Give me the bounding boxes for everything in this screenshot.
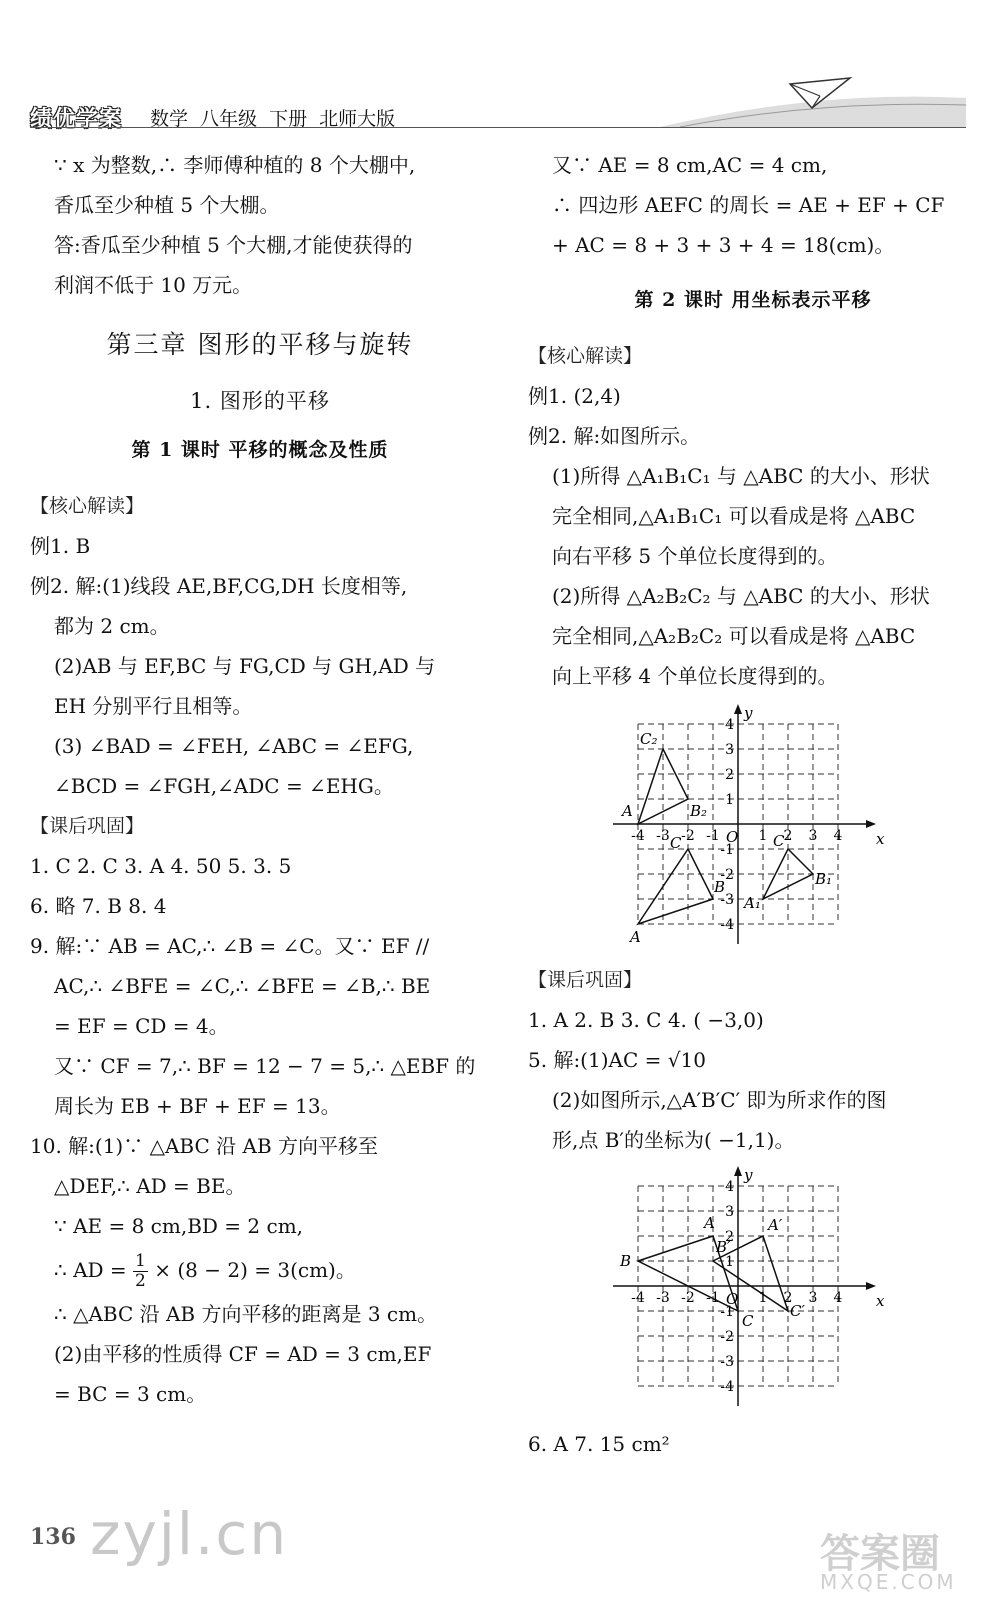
fraction bbox=[133, 1252, 148, 1291]
section-tag-practice: 【课后巩固】 bbox=[528, 969, 643, 991]
y-tick-label: -3 bbox=[720, 1354, 734, 1370]
example-2-line: 向右平移 5 个单位长度得到的。 bbox=[552, 544, 838, 568]
q9-line: 又∵ CF = 7,∴ BF = 12 − 7 = 5,∴ △EBF 的 bbox=[54, 1054, 476, 1078]
point-label-C-graph2: C bbox=[742, 1312, 754, 1330]
y-tick-label: -2 bbox=[720, 1329, 734, 1345]
x-axis-arrow-icon bbox=[866, 1282, 876, 1290]
x-tick-label: 3 bbox=[808, 1290, 818, 1306]
fraction-denominator: 2 bbox=[135, 1271, 146, 1291]
y-tick-label: 4 bbox=[725, 717, 734, 733]
example-2-line: 向上平移 4 个单位长度得到的。 bbox=[552, 664, 838, 688]
example-2-line: 例2. 解:(1)线段 AE,BF,CG,DH 长度相等, bbox=[30, 574, 408, 598]
text-line: 利润不低于 10 万元。 bbox=[54, 273, 253, 297]
axis-y-label: y bbox=[744, 704, 753, 722]
x-axis-arrow-icon bbox=[866, 820, 876, 828]
q5-line: (2)如图所示,△A′B′C′ 即为所求作的图 bbox=[552, 1088, 887, 1112]
left-column bbox=[30, 145, 490, 1414]
book-subtitle: 数学 八年级 下册 北师大版 bbox=[150, 108, 396, 130]
text-line: + AC = 8 + 3 + 3 + 4 = 18(cm)。 bbox=[552, 233, 895, 257]
q10-line: ∵ AE = 8 cm,BD = 2 cm, bbox=[54, 1214, 304, 1238]
q10-line: (2)由平移的性质得 CF = AD = 3 cm,EF bbox=[54, 1342, 432, 1366]
point-label-Bp: B′ bbox=[716, 1238, 731, 1256]
example-2-line: (3) ∠BAD = ∠FEH, ∠ABC = ∠EFG, bbox=[54, 734, 414, 758]
y-tick-label: -4 bbox=[720, 917, 734, 933]
section-tag-core: 【核心解读】 bbox=[30, 495, 145, 517]
example-2-line: 完全相同,△A₂B₂C₂ 可以看成是将 △ABC bbox=[552, 624, 916, 648]
text-line: 又∵ AE = 8 cm,AC = 4 cm, bbox=[552, 153, 828, 177]
y-tick-label: -1 bbox=[720, 842, 734, 858]
x-tick-label: 2 bbox=[783, 828, 793, 844]
page-header bbox=[0, 0, 996, 140]
origin-label: O bbox=[726, 828, 739, 846]
q9-line: 周长为 EB + BF + EF = 13。 bbox=[54, 1094, 341, 1118]
q9-line: AC,∴ ∠BFE = ∠C,∴ ∠BFE = ∠B,∴ BE bbox=[54, 974, 431, 998]
x-tick-label: -4 bbox=[631, 828, 645, 844]
watermark-logo: 答案圈 bbox=[820, 1531, 940, 1577]
q9-line: = EF = CD = 4。 bbox=[54, 1014, 229, 1038]
text-line: ∵ x 为整数,∴ 李师傅种植的 8 个大棚中, bbox=[54, 153, 416, 177]
point-label-Ap: A′ bbox=[768, 1216, 783, 1234]
x-tick-label: 1 bbox=[758, 1290, 768, 1306]
point-label-B1: B₁ bbox=[815, 870, 833, 888]
lesson-title: 第 2 课时 用坐标表示平移 bbox=[634, 289, 872, 311]
answers-line: 6. 略 7. B 8. 4 bbox=[30, 894, 167, 918]
point-label-B: B bbox=[714, 878, 726, 896]
y-tick-label: 3 bbox=[725, 742, 734, 758]
y-tick-label: 3 bbox=[725, 1204, 734, 1220]
point-label-C1: C bbox=[773, 832, 785, 850]
q9-line: 9. 解:∵ AB = AC,∴ ∠B = ∠C。又∵ EF // bbox=[30, 934, 430, 958]
header-divider bbox=[30, 127, 966, 128]
origin-label: O bbox=[726, 1290, 739, 1308]
section-title: 1. 图形的平移 bbox=[190, 389, 330, 413]
q10-line: = BC = 3 cm。 bbox=[54, 1382, 207, 1406]
right-column bbox=[528, 145, 978, 1464]
point-label-A2: A bbox=[622, 802, 633, 820]
answers-line: 1. A 2. B 3. C 4. ( −3,0) bbox=[528, 1008, 764, 1032]
coordinate-graph-2 bbox=[608, 1166, 908, 1416]
point-label-B2: B₂ bbox=[690, 802, 708, 820]
text-line: ∴ 四边形 AEFC 的周长 = AE + EF + CF bbox=[552, 193, 945, 217]
point-label-C2: C₂ bbox=[640, 730, 658, 748]
answers-line: 6. A 7. 15 cm² bbox=[528, 1432, 670, 1456]
example-1: 例1. (2,4) bbox=[528, 384, 621, 408]
example-2-line: (1)所得 △A₁B₁C₁ 与 △ABC 的大小、形状 bbox=[552, 464, 930, 488]
y-tick-label: 2 bbox=[725, 767, 734, 783]
y-axis-arrow-icon bbox=[734, 704, 742, 714]
y-axis-arrow-icon bbox=[734, 1166, 742, 1176]
watermark-url: MXQE.COM bbox=[820, 1570, 957, 1594]
point-label-A-graph2: B bbox=[620, 1252, 632, 1270]
point-label-A1: A₁ bbox=[744, 894, 761, 912]
y-tick-label: 4 bbox=[725, 1179, 734, 1195]
example-1: 例1. B bbox=[30, 534, 91, 558]
q10-fraction-line bbox=[30, 1246, 490, 1294]
coordinate-graph-1 bbox=[608, 704, 908, 954]
y-tick-label: 2 bbox=[725, 1229, 734, 1245]
point-label-Cp: C′ bbox=[790, 1302, 805, 1320]
x-tick-label: 1 bbox=[758, 828, 768, 844]
x-tick-label: 4 bbox=[833, 828, 843, 844]
chapter-title: 第三章 图形的平移与旋转 bbox=[106, 330, 414, 359]
q10-line: 10. 解:(1)∵ △ABC 沿 AB 方向平移至 bbox=[30, 1134, 378, 1158]
point-label-A: A bbox=[630, 928, 641, 946]
x-tick-label: -4 bbox=[631, 1290, 645, 1306]
x-tick-label: 2 bbox=[783, 1290, 793, 1306]
example-2-line: 都为 2 cm。 bbox=[54, 614, 170, 638]
text-line: 答:香瓜至少种植 5 个大棚,才能使获得的 bbox=[54, 233, 413, 257]
q10-fraction-suffix: × (8 − 2) = 3(cm)。 bbox=[147, 1258, 356, 1282]
x-tick-label: -2 bbox=[681, 1290, 695, 1306]
x-tick-label: -1 bbox=[706, 828, 720, 844]
q10-line: △DEF,∴ AD = BE。 bbox=[54, 1174, 246, 1198]
page-number: 136 bbox=[30, 1524, 76, 1550]
fraction-numerator: 1 bbox=[135, 1251, 146, 1271]
point-label-C: C bbox=[670, 834, 682, 852]
example-2-line: 例2. 解:如图所示。 bbox=[528, 424, 701, 448]
example-2-line: ∠BCD = ∠FGH,∠ADC = ∠EHG。 bbox=[54, 774, 394, 798]
x-tick-label: -1 bbox=[706, 1290, 720, 1306]
q10-fraction-prefix: ∴ AD = bbox=[54, 1258, 134, 1282]
x-tick-label: -3 bbox=[656, 828, 670, 844]
answers-line: 1. C 2. C 3. A 4. 50 5. 3. 5 bbox=[30, 854, 292, 878]
x-tick-label: 4 bbox=[833, 1290, 843, 1306]
q5-line: 5. 解:(1)AC = √10 bbox=[528, 1048, 706, 1072]
y-tick-label: -3 bbox=[720, 892, 734, 908]
example-2-line: EH 分别平行且相等。 bbox=[54, 694, 253, 718]
section-tag-practice: 【课后巩固】 bbox=[30, 815, 145, 837]
x-tick-label: 3 bbox=[808, 828, 818, 844]
y-tick-label: 1 bbox=[725, 792, 734, 808]
y-tick-label: -2 bbox=[720, 867, 734, 883]
lesson-title: 第 1 课时 平移的概念及性质 bbox=[131, 439, 389, 461]
x-tick-label: -2 bbox=[681, 828, 695, 844]
y-tick-label: -4 bbox=[720, 1379, 734, 1395]
y-tick-label: 1 bbox=[725, 1254, 734, 1270]
q10-line: ∴ △ABC 沿 AB 方向平移的距离是 3 cm。 bbox=[54, 1302, 438, 1326]
q5-line: 形,点 B′的坐标为( −1,1)。 bbox=[552, 1128, 795, 1152]
point-label-B-graph2: A bbox=[704, 1214, 715, 1232]
triangle-ABC bbox=[638, 849, 713, 924]
example-2-line: (2)AB 与 EF,BC 与 FG,CD 与 GH,AD 与 bbox=[54, 654, 436, 678]
brand-logo: 绩优学案 bbox=[30, 107, 123, 132]
text-line: 香瓜至少种植 5 个大棚。 bbox=[54, 193, 280, 217]
axis-x-label: x bbox=[876, 1292, 885, 1310]
watermark: zyjl.cn bbox=[90, 1500, 289, 1568]
axis-y-label: y bbox=[744, 1166, 753, 1184]
x-tick-label: -3 bbox=[656, 1290, 670, 1306]
example-2-line: (2)所得 △A₂B₂C₂ 与 △ABC 的大小、形状 bbox=[552, 584, 930, 608]
y-tick-label: -1 bbox=[720, 1304, 734, 1320]
axis-x-label: x bbox=[876, 830, 885, 848]
example-2-line: 完全相同,△A₁B₁C₁ 可以看成是将 △ABC bbox=[552, 504, 916, 528]
section-tag-core: 【核心解读】 bbox=[528, 345, 643, 367]
